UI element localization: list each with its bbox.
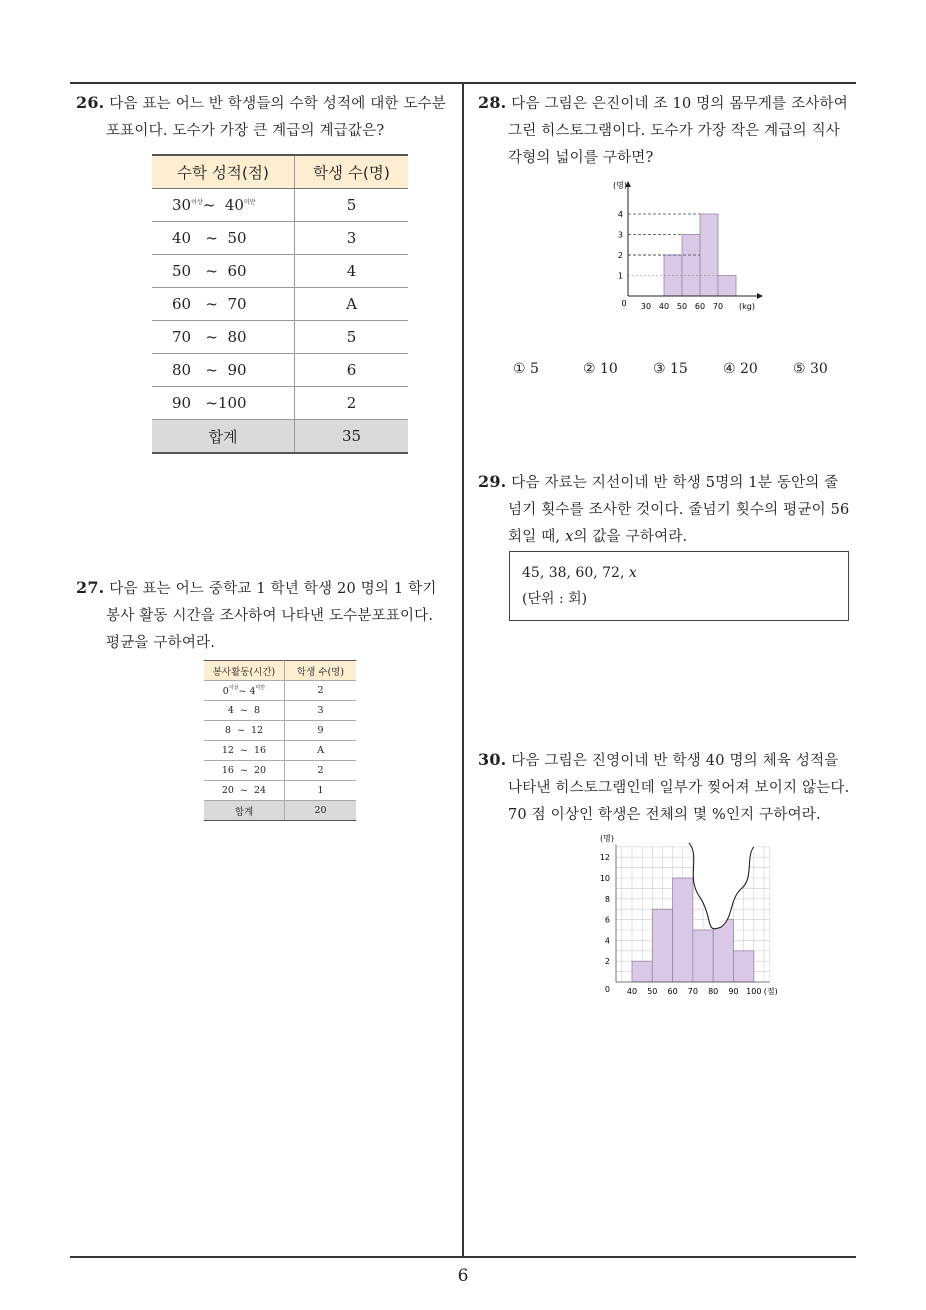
- origin-label: 0: [604, 985, 610, 994]
- bottom-rule: [70, 1256, 856, 1258]
- class-range: 40 ~ 50: [152, 222, 295, 255]
- y-tick-label: 4: [604, 936, 610, 946]
- question-text-line: 다음 그림은 진영이네 반 학생 40 명의 체육 성적을: [511, 753, 839, 769]
- histogram-q30: [590, 828, 790, 1004]
- choice-3[interactable]: ③ 15: [653, 361, 688, 377]
- frequency: 1: [285, 781, 357, 801]
- table-row: [152, 387, 408, 420]
- question-text-line: [478, 524, 863, 551]
- choice-5[interactable]: ⑤ 30: [793, 361, 828, 377]
- question-text-line: 봉사 활동 시간을 조사하여 나타낸 도수분포표이다.: [106, 608, 434, 624]
- table-total-row: [152, 420, 408, 454]
- range-to: 4: [249, 686, 256, 697]
- class-range: 12 ~ 16: [204, 741, 285, 761]
- table-row: [204, 781, 356, 801]
- table-row: [204, 721, 356, 741]
- table-row: [152, 288, 408, 321]
- class-range: 70 ~ 80: [152, 321, 295, 354]
- histogram-bar: [682, 235, 700, 297]
- question-text-line: 다음 표는 어느 중학교 1 학년 학생 20 명의 1 학기: [109, 581, 437, 597]
- histogram-bar: [718, 276, 736, 297]
- y-tick-label: 10: [599, 874, 610, 883]
- x-tick-label: 30: [640, 302, 652, 311]
- question-text-line: 넘기 횟수를 조사한 것이다. 줄넘기 횟수의 평균이 56: [508, 502, 850, 518]
- y-tick-label: 1: [617, 271, 623, 281]
- y-tick-label: 8: [604, 894, 610, 904]
- histogram-bar: [693, 930, 713, 982]
- y-axis-label: (명): [600, 833, 614, 843]
- question-text-line: 다음 그림은 은진이네 조 10 명의 몸무게를 조사하여: [511, 96, 848, 112]
- histogram-bar: [652, 909, 672, 982]
- y-tick-label: 2: [617, 251, 623, 260]
- frequency: 6: [295, 354, 409, 387]
- class-range: 90 ~100: [152, 387, 295, 420]
- table-total-row: [204, 801, 356, 821]
- total-label: 합계: [152, 420, 295, 454]
- x-tick-label: 100: [746, 987, 762, 996]
- y-tick-label: 12: [599, 853, 610, 863]
- x-axis-arrow: [757, 293, 763, 299]
- question-text-line: 나타낸 히스토그램인데 일부가 찢어져 보이지 않는다.: [508, 780, 850, 796]
- table-row: [204, 701, 356, 721]
- column-header: 수학 성적(점): [152, 155, 295, 189]
- range-to-note: 미만: [255, 685, 266, 691]
- range-from: 30: [172, 196, 192, 214]
- choice-2[interactable]: ② 10: [583, 361, 618, 377]
- class-range: 50 ~ 60: [152, 255, 295, 288]
- x-tick-label: 40: [626, 987, 638, 996]
- histogram-bar: [700, 214, 718, 296]
- x-tick-label: 50: [647, 987, 658, 996]
- table-row: [152, 189, 408, 222]
- class-range: 4 ~ 8: [204, 701, 285, 721]
- class-range: 20 ~ 24: [204, 781, 285, 801]
- table-row: [204, 741, 356, 761]
- table-row: [152, 255, 408, 288]
- class-range: 80 ~ 90: [152, 354, 295, 387]
- question-number: 30.: [478, 750, 507, 769]
- y-tick-label: 4: [617, 210, 623, 219]
- question-number: 28.: [478, 93, 507, 112]
- x-tick-label: 70: [687, 987, 698, 996]
- question-text-line: 그린 히스토그램이다. 도수가 가장 작은 계급의 직사: [508, 123, 841, 139]
- class-range: 8 ~ 12: [204, 721, 285, 741]
- question-26: [76, 89, 456, 145]
- text-part: 회일 때,: [508, 529, 566, 545]
- table-row: [152, 354, 408, 387]
- class-range: 60 ~ 70: [152, 288, 295, 321]
- frequency-table-26: [152, 154, 408, 454]
- range-sep: ~: [202, 196, 216, 214]
- question-text-line: 다음 자료는 지선이네 반 학생 5명의 1분 동안의 줄: [511, 475, 839, 491]
- histogram-bar: [673, 878, 693, 982]
- table-row: [152, 222, 408, 255]
- column-divider: [462, 82, 464, 1257]
- x-tick-label: 70: [712, 302, 724, 311]
- text-part: 의 값을 구하여라.: [573, 529, 688, 545]
- total-value: 35: [295, 420, 409, 454]
- frequency: 4: [295, 255, 409, 288]
- histogram-bar: [632, 961, 652, 982]
- y-tick-label: 3: [617, 230, 623, 240]
- column-header: 학생 수(명): [285, 661, 357, 681]
- table-header-row: [204, 661, 356, 681]
- frequency: 2: [285, 681, 357, 701]
- table-row: [204, 761, 356, 781]
- x-tick-label: 80: [708, 987, 719, 996]
- data-box: [509, 551, 849, 621]
- range-from: 0: [222, 686, 229, 697]
- torn-area: [689, 837, 758, 929]
- question-text-line: 다음 표는 어느 반 학생들의 수학 성적에 대한 도수분: [109, 96, 447, 112]
- histogram-bar: [734, 951, 754, 982]
- histogram-q28: [600, 178, 780, 318]
- frequency: A: [285, 741, 357, 761]
- y-tick-label: 2: [604, 957, 610, 967]
- question-30: [478, 746, 863, 829]
- column-header: 학생 수(명): [295, 155, 409, 189]
- answer-choices: [513, 358, 873, 377]
- page-number: 6: [457, 1266, 469, 1286]
- range-sep: ~: [238, 686, 247, 697]
- frequency: A: [295, 288, 409, 321]
- x-axis-label: (kg): [739, 302, 755, 311]
- frequency: 5: [295, 189, 409, 222]
- range-from-note: 이상: [191, 199, 203, 206]
- frequency: 2: [285, 761, 357, 781]
- choice-4[interactable]: ④ 20: [723, 361, 758, 377]
- frequency: 2: [295, 387, 409, 420]
- data-unit: (단위 : 회): [522, 591, 588, 607]
- x-tick-label: 90: [728, 987, 739, 996]
- question-27: [76, 574, 460, 657]
- question-text-line: 포표이다. 도수가 가장 큰 계급의 계급값은?: [106, 123, 385, 139]
- table-header-row: [152, 155, 408, 189]
- question-text-line: 70 점 이상인 학생은 전체의 몇 %인지 구하여라.: [508, 807, 821, 823]
- choice-1[interactable]: ① 5: [513, 361, 539, 377]
- data-values: [522, 560, 836, 586]
- x-tick-label: 60: [694, 302, 706, 311]
- class-range: [204, 681, 285, 701]
- origin-label: 0: [621, 299, 627, 308]
- question-number: 26.: [76, 93, 105, 112]
- range-from-note: 이상: [228, 685, 239, 691]
- question-text-line: 각형의 넓이를 구하면?: [508, 150, 654, 166]
- variable-x: x: [565, 529, 574, 545]
- table-row: [152, 321, 408, 354]
- data-list: 45, 38, 60, 72,: [522, 565, 629, 581]
- class-range: 16 ~ 20: [204, 761, 285, 781]
- question-text-line: 평균을 구하여라.: [106, 635, 216, 651]
- x-tick-label: 60: [667, 987, 678, 996]
- y-tick-label: 6: [604, 915, 610, 925]
- table-row: [204, 681, 356, 701]
- frequency: 3: [295, 222, 409, 255]
- question-28: [478, 89, 863, 172]
- question-number: 29.: [478, 472, 507, 491]
- x-tick-label: 40: [658, 302, 670, 311]
- question-number: 27.: [76, 578, 105, 597]
- question-29: [478, 468, 863, 551]
- frequency: 3: [285, 701, 357, 721]
- frequency: 5: [295, 321, 409, 354]
- class-range: [152, 189, 295, 222]
- x-axis-label: (점): [763, 987, 778, 996]
- column-header: 봉사활동(시간): [204, 661, 285, 681]
- variable-x: x: [628, 565, 637, 581]
- y-axis-label: (명): [613, 181, 627, 190]
- range-to: 40: [224, 196, 244, 214]
- total-label: 합계: [204, 801, 285, 821]
- range-to-note: 미만: [243, 199, 256, 206]
- frequency: 9: [285, 721, 357, 741]
- total-value: 20: [285, 801, 357, 821]
- frequency-table-27: [204, 660, 356, 821]
- x-tick-label: 50: [676, 302, 688, 311]
